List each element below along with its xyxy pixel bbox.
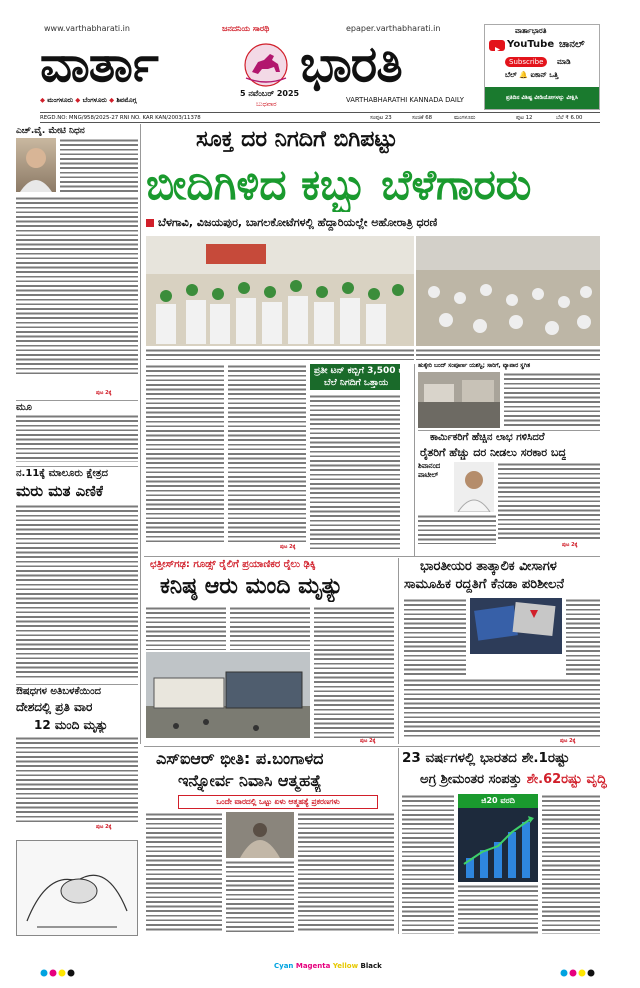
obituary-title: ಎಚ್.ವೈ. ಮೇಟಿ ನಿಧನ (16, 126, 85, 136)
drug-deaths-kicker: ಔಷಧಗಳ ಅತಿಬಳಕೆಯಿಂದ (16, 686, 102, 697)
column-divider (414, 364, 415, 556)
square-bullet-icon (146, 219, 154, 227)
lead-sidebar-body (310, 394, 400, 550)
sir-photo (226, 812, 294, 858)
visa-body-col-2 (566, 598, 600, 676)
newspaper-title-right: ಭಾರತಿ (300, 35, 402, 93)
bell-icon: 🔔 (519, 71, 529, 79)
hukkeri-caption: ಹುಕ್ಕೇರಿ ಬಂದ್ ಸಂಪೂರ್ಣ ಯಶಸ್ವಿ; ಸಾರಿಗೆ, ವ್ಯಾಪಾರ ಸ್ಥಗಿತ (418, 363, 531, 369)
drug-deaths-line3: 12 ಮಂದಿ ಮೃತ್ಯು (34, 718, 109, 732)
section-divider (16, 400, 138, 401)
youtube-play-icon (489, 40, 505, 51)
hukkeri-photo (418, 372, 500, 428)
lead-body-col-3 (404, 364, 414, 365)
byline-name: ಶಿವಾನಂದ (418, 462, 441, 470)
tagline: ಜನದನಿಯ ಸಾರಥಿ (222, 24, 270, 33)
wealth-body-col-2 (542, 794, 600, 934)
sir-line2: ಇನ್ನೋರ್ವ ನಿವಾಸಿ ಆತ್ಮಹತ್ಯೆ (178, 771, 322, 790)
wealth-line2-a: ಅಗ್ರ ಶ್ರೀಮಂತರ ಸಂಪತ್ತು (420, 772, 522, 787)
obituary-photo (16, 138, 56, 192)
lead-sidebar (310, 364, 413, 554)
wealth-line2-b: ಶೇ.62ರಷ್ಟು ವೃದ್ಧಿ (526, 772, 607, 787)
sir-body-col-2 (226, 860, 294, 932)
wealth-chart-illustration (458, 808, 538, 882)
horse-logo-icon (238, 42, 294, 88)
section-divider (16, 684, 138, 685)
drug-deaths-body (16, 736, 138, 822)
read-more-link[interactable]: ಪುಟ 2ಕ್ಕೆ (360, 738, 376, 744)
cmyk-yellow: Yellow (332, 962, 359, 970)
edition-item: ಮಂಗಳೂರು (47, 96, 74, 104)
sir-subhead: ಒಂದೇ ವಾರದಲ್ಲಿ ಒಟ್ಟು ಏಳು ಆತ್ಮಹತ್ಯೆ ಪ್ರಕರಣಗಳು (178, 795, 378, 809)
bullet-icon: ◆ (75, 96, 81, 104)
cmyk-black: Black (360, 962, 382, 970)
train-body-col-3 (314, 606, 394, 738)
mood-story (16, 402, 138, 464)
lead-headline: ಬೀದಿಗಿಳಿದ ಕಬ್ಬು ಬೆಳೆಗಾರರು (146, 160, 532, 209)
byline-name-2: ಪಾಟೀಲ್ (418, 471, 439, 479)
wealth-line2 (420, 768, 607, 790)
daily-name: VARTHABHARATHI KANNADA DAILY (346, 96, 464, 104)
read-more-link[interactable]: ಪುಟ 2ಕ್ಕೆ (96, 824, 112, 830)
youtube-ad[interactable] (484, 24, 600, 110)
wealth-line1: 23 ವರ್ಷಗಳಲ್ಲಿ ಭಾರತದ ಶೇ.1ರಷ್ಟು (402, 750, 570, 766)
wealth-graphic (458, 794, 538, 882)
lead-sidebar-title-2: ಬೆಲೆ ನಿಗದಿಗೆ ಒತ್ತಾಯ (324, 378, 389, 388)
hukkeri-body (504, 372, 600, 428)
bell-suffix: ಐಕಾನ್ ಒತ್ತಿ (530, 71, 559, 79)
read-more-link[interactable]: ಪುಟ 2ಕ್ಕೆ (280, 544, 296, 550)
column-divider (398, 558, 399, 744)
recount-story (16, 468, 138, 682)
wealth-body-col-3 (458, 884, 538, 934)
registration-strip (40, 112, 600, 123)
youtube-ad-heading: ವಾರ್ತಾಭಾರತಿ (515, 27, 547, 35)
subscribe-button[interactable]: Subscribe (505, 57, 547, 67)
lead-subhead: ಬೆಳಗಾವಿ, ವಿಜಯಪುರ, ಬಾಗಲಕೋಟೆಗಳಲ್ಲಿ ಹೆದ್ದಾರಿಯಲ್ಲೇ ಅಹೋರಾತ್ರಿ ಧರಣಿ (158, 216, 438, 229)
price: ಬೆಲೆ ₹ 6.00 (556, 115, 583, 121)
train-body-col-2 (230, 606, 310, 650)
minister-photo (454, 462, 494, 512)
cmyk-cyan: Cyan (274, 962, 294, 970)
recount-kicker: ನ.11ಕ್ಕೆ ಮಾಲೂರು ಕ್ಷೇತ್ರದ (16, 468, 108, 479)
visa-photo (470, 598, 562, 654)
sir-body-col-3 (298, 812, 394, 932)
youtube-channel: ಚಾನಲ್ (559, 39, 585, 50)
bullet-icon: ◆ (109, 96, 115, 104)
labour-headline-2: ರೈತರಿಗೆ ಹೆಚ್ಚು ದರ ನೀಡಲು ಸರಕಾರ ಬದ್ಧ (420, 446, 567, 459)
subscribe-row (505, 57, 595, 69)
lead-sidebar-header (310, 364, 413, 390)
recount-headline: ಮರು ಮತ ಎಣಿಕೆ (16, 482, 104, 500)
edition-date: 5 ನವೆಂಬರ್ 2025 (240, 89, 300, 98)
lead-photo-caption (146, 348, 414, 360)
edition-weekday: ಬುಧವಾರ (256, 100, 277, 108)
sir-line1: ಎಸ್‌ಐಆರ್ ಭೀತಿ: ಪ.ಬಂಗಾಳದ (156, 749, 324, 768)
wealth-body-col-1 (402, 794, 454, 934)
lead-subhead-row (146, 214, 600, 234)
train-body-col-1 (146, 606, 226, 650)
cmyk-magenta: Magenta (295, 962, 331, 970)
newspaper-title-left: ವಾರ್ತಾ (40, 35, 158, 93)
lead-photo-protest (146, 236, 414, 346)
lead-sidebar-title-1: ಪ್ರತೀ ಟನ್ ಕಬ್ಬಿಗೆ 3,500 ರೂ. (314, 366, 413, 376)
youtube-brand: YouTube (507, 39, 555, 50)
section-divider (144, 746, 600, 747)
bullet-icon: ◆ (40, 96, 45, 104)
visa-line2: ಸಾಮೂಹಿಕ ರದ್ದತಿಗೆ ಕೆನಡಾ ಪರಿಶೀಲನೆ (404, 577, 565, 592)
edition-item: ಬೆಂಗಳೂರು (82, 96, 107, 104)
bell-label: ಬೆಲ್ (505, 71, 517, 79)
print-register-left (40, 962, 100, 970)
column-divider (398, 748, 399, 934)
read-more-link[interactable]: ಪುಟ 2ಕ್ಕೆ (560, 738, 576, 744)
visa-line1: ಭಾರತೀಯರ ತಾತ್ಕಾಲಿಕ ವೀಸಾಗಳ (420, 559, 557, 574)
section-divider (16, 466, 138, 467)
city: ಮಂಗಳೂರು (454, 115, 476, 121)
labour-headline: ಕಾರ್ಮಿಕರಿಗೆ ಹೆಚ್ಚಿನ ಲಾಭ ಗಳಿಸಿದರೆ (430, 432, 545, 443)
read-more-link[interactable]: ಪುಟ 2ಕ್ಕೆ (562, 542, 578, 548)
column-divider (140, 124, 141, 744)
labour-body (498, 462, 600, 542)
g20-report-badge: ಜಿ20 ವರದಿ (458, 794, 538, 808)
visa-body-col-1 (404, 598, 466, 676)
website-link[interactable]: www.varthabharati.in (44, 24, 130, 33)
lead-photo-caption-2 (416, 348, 600, 360)
lead-body-col-1 (146, 364, 224, 544)
lead-body-col-2 (228, 364, 306, 544)
print-register-right (560, 962, 610, 970)
mood-title: ಮೂ (16, 402, 32, 413)
youtube-ad-footer: ಪ್ರತಿದಿನ ವಿಶಿಷ್ಟ ವೀಡಿಯೋಗಳನ್ನು ವೀಕ್ಷಿಸಿ (485, 87, 599, 109)
drug-deaths-story (16, 686, 138, 826)
train-photo (146, 652, 310, 738)
cmyk-labels (274, 962, 382, 970)
edition-list (40, 96, 137, 105)
lead-photo-dharna (416, 236, 600, 346)
edition-item: ಶಿವಮೊಗ್ಗ (116, 96, 137, 104)
cartoon (16, 840, 138, 936)
mood-body (16, 414, 138, 462)
visa-body-col-3 (404, 678, 600, 738)
labour-body-2 (418, 514, 496, 544)
epaper-link[interactable]: epaper.varthabharati.in (346, 24, 441, 33)
volume: ಸಂಪುಟ 23 (370, 115, 392, 121)
subscribe-suffix: ಮಾಡಿ (557, 58, 571, 66)
obituary-body-cont (16, 196, 138, 374)
issue: ಸಂಚಿಕೆ 68 (412, 115, 433, 121)
obituary-body (60, 138, 138, 192)
train-kicker: ಛತ್ತೀಸ್‌ಗಢ: ಗೂಡ್ಸ್ ರೈಲಿಗೆ ಪ್ರಯಾಣಿಕರ ರೈಲು ಢಿಕ್ಕಿ (150, 559, 316, 570)
drug-deaths-line2: ದೇಶದಲ್ಲಿ ಪ್ರತಿ ವಾರ (16, 700, 93, 714)
lead-kicker: ಸೂಕ್ತ ದರ ನಿಗದಿಗೆ ಬಿಗಿಪಟ್ಟು (196, 127, 398, 152)
train-headline: ಕನಿಷ್ಠ ಆರು ಮಂದಿ ಮೃತ್ಯು (160, 574, 344, 599)
registration-number: REGD.NO: MNG/958/2025-27 RNI NO. KAR KAN/2003/11378 (40, 115, 201, 121)
obituary-story (16, 126, 138, 376)
bell-row (505, 71, 597, 83)
sir-body-col-1 (146, 812, 222, 932)
recount-body (16, 504, 138, 680)
pages: ಪುಟ 12 (516, 115, 533, 121)
section-divider (418, 430, 600, 431)
section-divider (144, 556, 600, 557)
masthead (0, 0, 640, 112)
read-more-link[interactable]: ಪುಟ 2ಕ್ಕೆ (96, 390, 112, 396)
